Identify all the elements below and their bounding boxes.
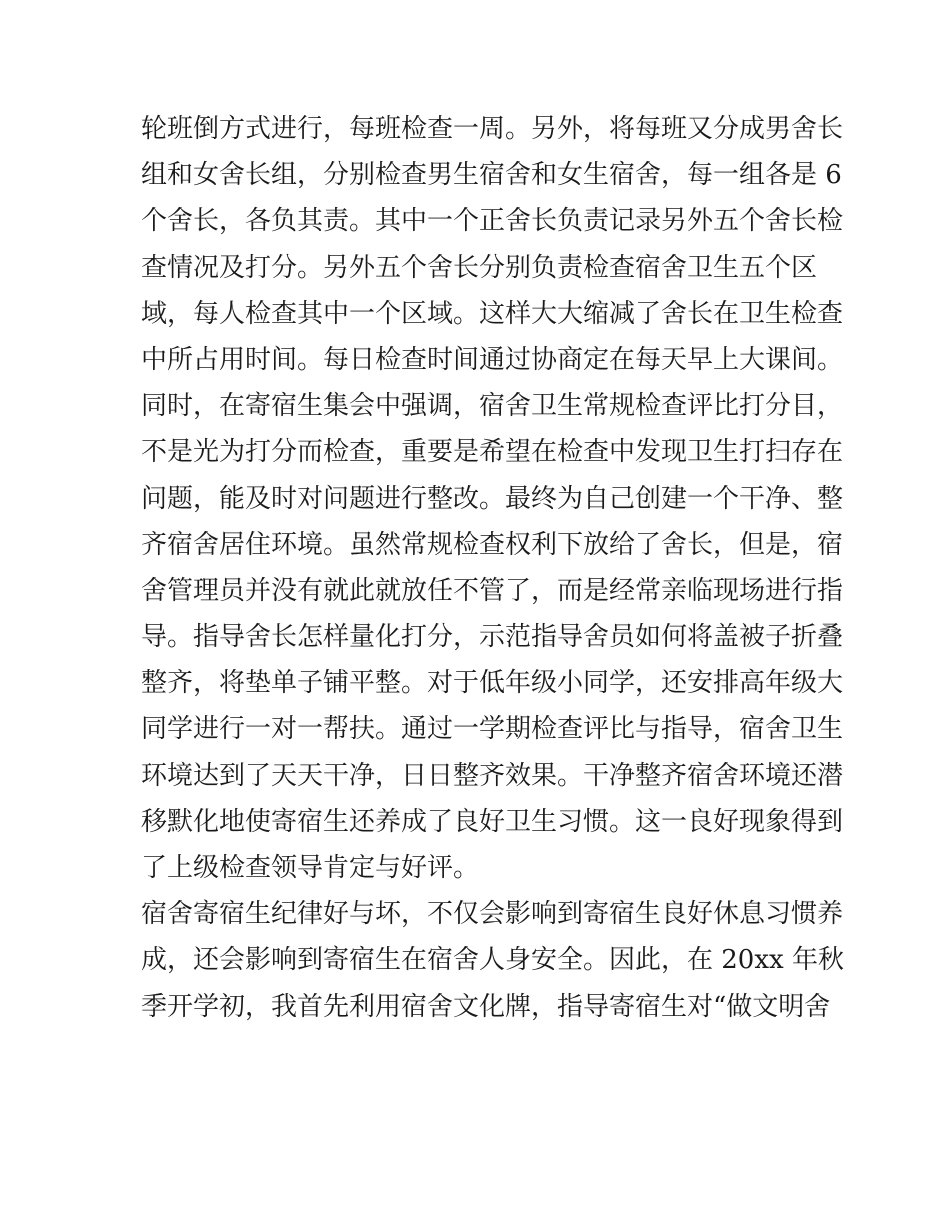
text-line: 中所占用时间。每日检查时间通过协商定在每天早上大课间。 [141, 344, 844, 375]
text-line: 舍管理员并没有就此就放任不管了，而是经常亲临现场进行指 [141, 575, 844, 606]
body-text [141, 106, 844, 1030]
text-line: 环境达到了天天干净，日日整齐效果。干净整齐宿舍环境还潜 [141, 760, 844, 791]
text-line: 问题，能及时对问题进行整改。最终为自己创建一个干净、整 [141, 483, 844, 514]
text-line: 整齐，将垫单子铺平整。对于低年级小同学，还安排高年级大 [141, 668, 844, 699]
text-line: 域，每人检查其中一个区域。这样大大缩减了舍长在卫生检查 [141, 298, 844, 329]
text-line: 齐宿舍居住环境。虽然常规检查权利下放给了舍长，但是，宿 [141, 529, 844, 560]
text-line: 同学进行一对一帮扶。通过一学期检查评比与指导，宿舍卫生 [141, 714, 844, 745]
text-line: 成，还会影响到寄宿生在宿舍人身安全。因此，在 20xx 年秋 [141, 945, 844, 976]
text-line: 季开学初，我首先利用宿舍文化牌，指导寄宿生对“做文明舍 [141, 991, 831, 1022]
text-line: 导。指导舍长怎样量化打分，示范指导舍员如何将盖被子折叠 [141, 622, 844, 653]
text-line: 移默化地使寄宿生还养成了良好卫生习惯。这一良好现象得到 [141, 806, 844, 837]
text-line: 不是光为打分而检查，重要是希望在检查中发现卫生打扫存在 [141, 437, 844, 468]
text-line: 个舍长，各负其责。其中一个正舍长负责记录另外五个舍长检 [141, 206, 844, 237]
text-line: 组和女舍长组，分别检查男生宿舍和女生宿舍，每一组各是 6 [141, 160, 842, 191]
text-line: 查情况及打分。另外五个舍长分别负责检查宿舍卫生五个区 [141, 252, 818, 283]
text-line: 宿舍寄宿生纪律好与坏，不仅会影响到寄宿生良好休息习惯养 [141, 899, 844, 930]
text-line: 了上级检查领导肯定与好评。 [141, 853, 480, 883]
text-line: 同时，在寄宿生集会中强调，宿舍卫生常规检查评比打分目， [141, 391, 844, 422]
text-line: 轮班倒方式进行，每班检查一周。另外，将每班又分成男舍长 [141, 114, 844, 144]
